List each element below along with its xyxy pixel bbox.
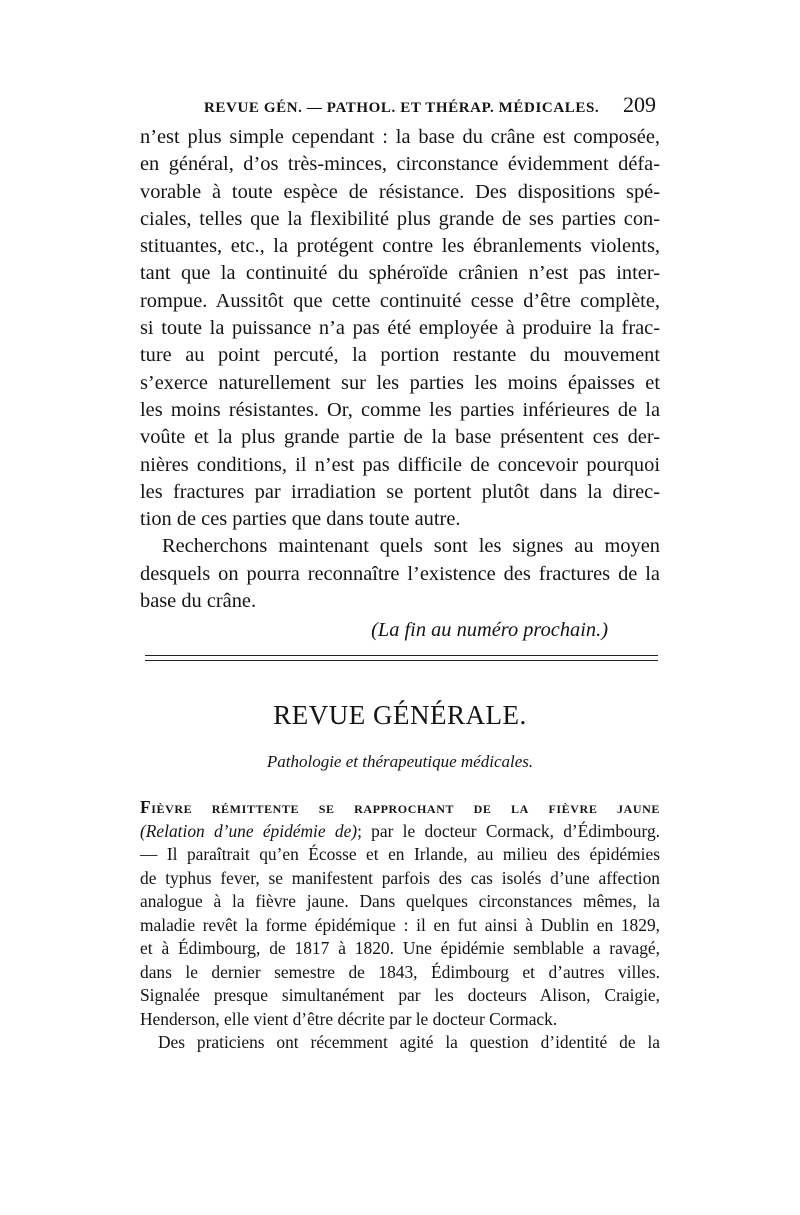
continuation-note: (La fin au numéro prochain.)	[371, 619, 608, 642]
text-line: Des praticiens ont récemment agité la question d’identité de la	[158, 1032, 660, 1052]
text-line: rompue. Aussitôt que cette continuité cesse d’être complète,	[140, 289, 660, 312]
text-line	[140, 820, 660, 844]
running-header	[204, 92, 660, 124]
text-line: dans le dernier semestre de 1843, Édimbourg et d’autres villes.	[140, 961, 660, 982]
section-title: REVUE GÉNÉRALE.	[273, 700, 527, 730]
text-line: et à Édimbourg, de 1817 à 1820. Une épidémie semblable a ravagé,	[140, 938, 660, 958]
text-line: Henderson, elle vient d’être décrite par le docteur Cormack.	[140, 1008, 558, 1029]
text-line: Recherchons maintenant quels sont les signes au moyen	[162, 535, 660, 558]
text-line: voûte et la plus grande partie de la base présentent ces der-	[140, 426, 660, 449]
text-line: Signalée presque simultanément par les docteurs Alison, Craigie,	[140, 985, 660, 1005]
text-line: desquels on pourra reconnaître l’existence des fractures de la	[140, 562, 660, 585]
text-line: les moins résistantes. Or, comme les parties inférieures de la	[140, 398, 660, 421]
text-line: — Il paraîtrait qu’en Écosse et en Irlande, au milieu des épidémies	[140, 844, 660, 864]
text-line: base du crâne.	[140, 590, 257, 613]
text-line: maladie revêt la forme épidémique : il en fut ainsi à Dublin en 1829,	[140, 914, 660, 935]
text-line: n’est plus simple cependant : la base du crâne est composée,	[140, 126, 660, 148]
text-line: nières conditions, il n’est pas difficile de concevoir pourquoi	[140, 453, 660, 476]
text-line: s’exerce naturellement sur les parties les moins épaisses et	[140, 371, 660, 394]
text-line: tant que la continuité du sphéroïde crânien n’est pas inter-	[140, 262, 660, 285]
text-line: si toute la puissance n’a pas été employée à produire la frac-	[140, 317, 660, 340]
text-line: ture au point percuté, la portion restante du mouvement	[140, 344, 660, 367]
text-line: stituantes, etc., la protégent contre les ébranlements violents,	[140, 235, 660, 258]
page-number: 209	[623, 92, 656, 117]
text-line: en général, d’os très-minces, circonstance évidemment défa-	[140, 153, 660, 176]
article-heading: Fièvre rémittente se rapprochant de la fièvre jaune	[140, 797, 660, 817]
text-line: de typhus fever, se manifestent parfois des cas isolés d’une affection	[140, 867, 660, 888]
section-subtitle: Pathologie et thérapeutique médicales.	[266, 752, 534, 771]
text-line: vorable à toute espèce de résistance. Des dispositions spé-	[140, 180, 660, 203]
text-line: les fractures par irradiation se portent plutôt dans la direc-	[140, 480, 660, 503]
article-text	[140, 796, 660, 1055]
section-divider	[145, 660, 658, 661]
text-line: ciales, telles que la flexibilité plus grande de ses parties con-	[140, 207, 660, 230]
running-title: REVUE GÉN. — PATHOL. ET THÉRAP. MÉDICALES.	[204, 100, 600, 116]
text-line: analogue à la fièvre jaune. Dans quelques circonstances mêmes, la	[140, 891, 660, 911]
section-divider	[145, 655, 658, 656]
body-text-top	[140, 124, 660, 644]
article-citation-tail: ; par le docteur Cormack, d’Édimbourg.	[357, 820, 660, 841]
article-citation: (Relation d’une épidémie de)	[140, 820, 358, 841]
text-line: tion de ces parties que dans toute autre.	[140, 508, 461, 531]
